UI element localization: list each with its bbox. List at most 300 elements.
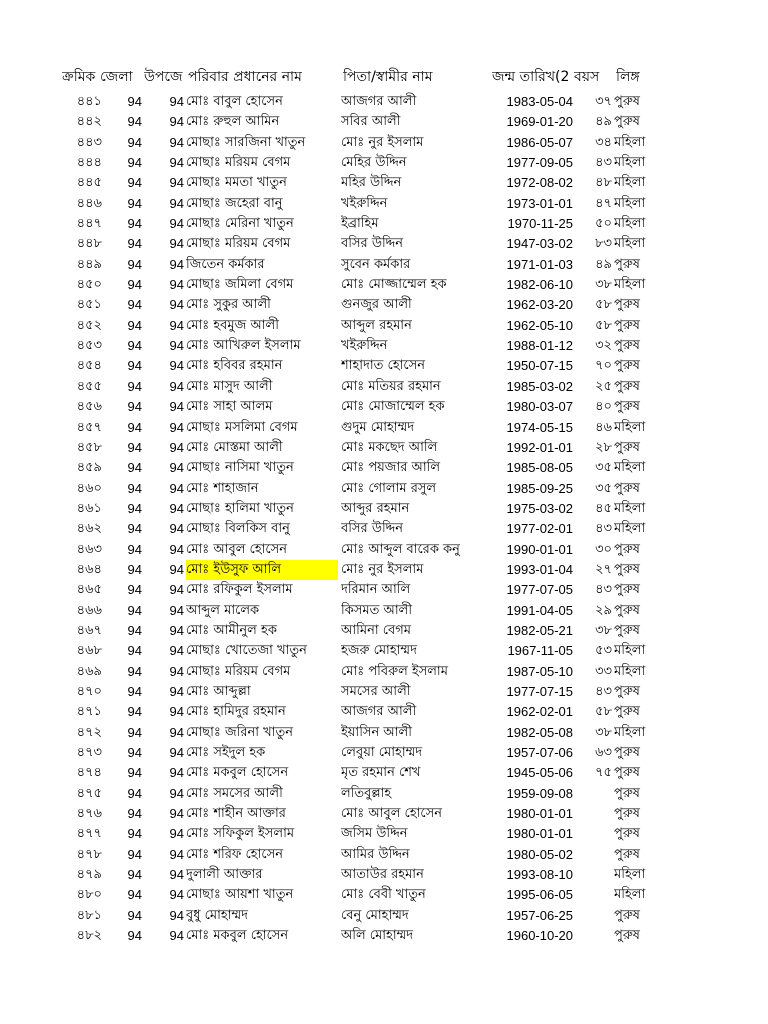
cell-age[interactable]: ৪৩ — [595, 521, 612, 537]
cell-upazila[interactable]: 94 — [169, 867, 184, 883]
cell-upazila[interactable]: 94 — [169, 846, 184, 862]
cell-age[interactable]: ৩৮ — [595, 724, 612, 740]
cell-name[interactable]: মোছাঃ হালিমা খাতুন — [186, 500, 294, 516]
cell-dob[interactable]: 1977-07-05 — [506, 582, 573, 598]
cell-name[interactable]: মোছাঃ মরিয়ম বেগম — [186, 663, 291, 679]
cell-gender[interactable]: মহিলা — [614, 175, 646, 191]
cell-dob[interactable]: 1969-01-20 — [506, 114, 573, 130]
cell-father[interactable]: মোঃ পয়জার আলি — [341, 460, 441, 476]
cell-gender[interactable]: মহিলা — [614, 724, 646, 740]
cell-serial[interactable]: ৪৬১ — [76, 500, 102, 516]
cell-father[interactable]: লেবুয়া মোহাম্মদ — [341, 745, 423, 760]
cell-father[interactable]: মোঃ গোলাম রসুল — [341, 480, 437, 496]
cell-age[interactable]: ৪৫ — [595, 500, 612, 516]
cell-upazila[interactable]: 94 — [169, 806, 184, 822]
cell-name[interactable]: মোছাঃ মরিয়ম বেগম — [186, 155, 291, 171]
cell-district[interactable]: 94 — [127, 521, 142, 537]
cell-dob[interactable]: 1975-03-02 — [506, 500, 573, 516]
cell-gender[interactable]: পুরুষ — [614, 826, 640, 842]
cell-upazila[interactable]: 94 — [169, 724, 184, 740]
cell-district[interactable]: 94 — [127, 317, 142, 333]
cell-gender[interactable]: পুরুষ — [614, 683, 640, 699]
cell-gender[interactable]: পুরুষ — [614, 806, 640, 822]
cell-district[interactable]: 94 — [127, 297, 142, 313]
cell-name[interactable]: মোঃ আবুল হোসেন — [186, 541, 287, 557]
cell-age[interactable]: ৩৫ — [595, 460, 612, 476]
cell-dob[interactable]: 1962-05-10 — [506, 317, 573, 333]
cell-upazila[interactable]: 94 — [169, 114, 184, 130]
cell-name[interactable]: জিতেন কর্মকার — [186, 256, 265, 272]
cell-dob[interactable]: 1986-05-07 — [506, 134, 573, 150]
cell-name[interactable]: মোঃ মাসুদ আলী — [186, 378, 273, 394]
cell-father[interactable]: মোঃ মতিয়র রহমান — [341, 378, 441, 394]
cell-dob[interactable]: 1982-05-21 — [506, 622, 573, 638]
cell-upazila[interactable]: 94 — [169, 745, 184, 760]
cell-father[interactable]: মোঃ বেবী খাতুন — [341, 887, 426, 903]
cell-serial[interactable]: ৪৬৭ — [76, 622, 102, 638]
cell-upazila[interactable]: 94 — [169, 236, 184, 252]
cell-age[interactable]: ৪০ — [595, 399, 612, 415]
cell-gender[interactable]: মহিলা — [614, 134, 646, 150]
cell-name[interactable]: মোঃ রফিকুল ইসলাম — [186, 582, 293, 598]
cell-father[interactable]: আমির উদ্দিন — [341, 846, 410, 862]
cell-gender[interactable]: পুরুষ — [614, 114, 640, 130]
cell-gender[interactable]: পুরুষ — [614, 582, 640, 598]
cell-upazila[interactable]: 94 — [169, 907, 184, 923]
cell-district[interactable]: 94 — [127, 175, 142, 191]
cell-name[interactable]: মোঃ আখিরুল ইসলাম — [186, 338, 301, 354]
cell-gender[interactable]: পুরুষ — [614, 622, 640, 638]
cell-name[interactable]: মোঃ সমসের আলী — [186, 785, 283, 801]
cell-father[interactable]: বেনু মোহাম্মদ — [341, 907, 409, 923]
cell-district[interactable]: 94 — [127, 683, 142, 699]
cell-upazila[interactable]: 94 — [169, 155, 184, 171]
cell-district[interactable]: 94 — [127, 745, 142, 760]
cell-upazila[interactable]: 94 — [169, 94, 184, 109]
cell-upazila[interactable]: 94 — [169, 419, 184, 435]
cell-name[interactable]: মোছাঃ জমিলা বেগম — [186, 277, 294, 293]
cell-dob[interactable]: 1983-05-04 — [506, 94, 573, 109]
cell-district[interactable]: 94 — [127, 114, 142, 130]
cell-gender[interactable]: মহিলা — [614, 155, 646, 171]
cell-name[interactable]: দুলালী আক্তার — [186, 867, 263, 883]
cell-dob[interactable]: 1985-08-05 — [506, 460, 573, 476]
cell-dob[interactable]: 1993-01-04 — [506, 561, 573, 577]
cell-name[interactable]: মোঃ সাহা আলম — [186, 399, 273, 415]
cell-age[interactable]: ৭০ — [595, 358, 612, 374]
cell-gender[interactable]: পুরুষ — [614, 338, 640, 354]
cell-serial[interactable]: ৪৫২ — [76, 317, 102, 333]
cell-dob[interactable]: 1988-01-12 — [506, 338, 573, 354]
header-upazila[interactable]: উপজে — [144, 69, 183, 85]
cell-name[interactable]: বুধু মোহাম্মদ — [186, 907, 248, 923]
cell-dob[interactable]: 1957-07-06 — [506, 745, 573, 760]
cell-name[interactable]: মোঃ মকবুল হোসেন — [186, 765, 289, 781]
cell-upazila[interactable]: 94 — [169, 256, 184, 272]
cell-upazila[interactable]: 94 — [169, 704, 184, 720]
cell-serial[interactable]: ৪৮১ — [76, 907, 102, 923]
cell-gender[interactable]: পুরুষ — [614, 704, 640, 720]
cell-upazila[interactable]: 94 — [169, 622, 184, 638]
cell-district[interactable]: 94 — [127, 561, 142, 577]
cell-upazila[interactable]: 94 — [169, 175, 184, 191]
cell-age[interactable]: ৫৮ — [595, 317, 612, 333]
cell-father[interactable]: জসিম উদ্দিন — [341, 826, 408, 842]
cell-father[interactable]: মোঃ আবুল হোসেন — [341, 806, 442, 822]
cell-serial[interactable]: ৪৮২ — [76, 928, 102, 944]
header-district[interactable]: জেলা — [100, 69, 133, 85]
cell-upazila[interactable]: 94 — [169, 643, 184, 659]
cell-name[interactable]: মোছাঃ আয়শা খাতুন — [186, 887, 294, 903]
cell-dob[interactable]: 1980-01-01 — [506, 806, 573, 822]
cell-district[interactable]: 94 — [127, 277, 142, 293]
cell-serial[interactable]: ৪৪৭ — [76, 216, 102, 232]
cell-gender[interactable]: মহিলা — [614, 419, 646, 435]
cell-serial[interactable]: ৪৭৩ — [76, 745, 102, 760]
cell-gender[interactable]: পুরুষ — [614, 297, 640, 313]
cell-age[interactable]: ২৯ — [595, 602, 612, 618]
cell-age[interactable]: ৩৫ — [595, 480, 612, 496]
cell-age[interactable]: ৩৩ — [595, 663, 612, 679]
cell-name[interactable]: মোছাঃ মমতা খাতুন — [186, 175, 287, 191]
cell-gender[interactable]: পুরুষ — [614, 256, 640, 272]
cell-name[interactable]: মোঃ আব্দুল্লা — [186, 683, 251, 699]
cell-dob[interactable]: 1987-05-10 — [506, 663, 573, 679]
cell-father[interactable]: শাহাদাত হোসেন — [341, 358, 425, 374]
cell-age[interactable]: ২৭ — [595, 561, 612, 577]
cell-name[interactable]: মোঃ আমীনুল হক — [186, 622, 277, 638]
cell-upazila[interactable]: 94 — [169, 460, 184, 476]
cell-serial[interactable]: ৪৫৬ — [76, 399, 102, 415]
cell-district[interactable]: 94 — [127, 134, 142, 150]
cell-dob[interactable]: 1980-05-02 — [506, 846, 573, 862]
cell-upazila[interactable]: 94 — [169, 399, 184, 415]
cell-father[interactable]: গুদুম মোহাম্মদ — [341, 419, 415, 435]
cell-father[interactable]: মোঃ পবিরুল ইসলাম — [341, 663, 448, 679]
cell-district[interactable]: 94 — [127, 704, 142, 720]
cell-serial[interactable]: ৪৫৮ — [76, 439, 102, 455]
cell-gender[interactable]: মহিলা — [614, 277, 646, 293]
cell-serial[interactable]: ৪৫৯ — [76, 460, 102, 476]
cell-gender[interactable]: মহিলা — [614, 195, 646, 211]
cell-serial[interactable]: ৪৬৮ — [76, 643, 102, 659]
cell-district[interactable]: 94 — [127, 582, 142, 598]
cell-district[interactable]: 94 — [127, 460, 142, 476]
cell-serial[interactable]: ৪৬৩ — [76, 541, 102, 557]
cell-serial[interactable]: ৪৪৩ — [76, 134, 102, 150]
cell-upazila[interactable]: 94 — [169, 887, 184, 903]
cell-gender[interactable]: পুরুষ — [614, 928, 640, 944]
cell-upazila[interactable]: 94 — [169, 602, 184, 618]
cell-age[interactable]: ৪৮ — [595, 175, 612, 191]
cell-upazila[interactable]: 94 — [169, 500, 184, 516]
cell-name[interactable]: মোছাঃ মরিয়ম বেগম — [186, 236, 291, 252]
cell-upazila[interactable]: 94 — [169, 785, 184, 801]
cell-upazila[interactable]: 94 — [169, 521, 184, 537]
cell-dob[interactable]: 1993-08-10 — [506, 867, 573, 883]
cell-father[interactable]: মোঃ মোজাম্মেল হক — [341, 399, 445, 415]
cell-dob[interactable]: 1995-06-05 — [506, 887, 573, 903]
cell-dob[interactable]: 1947-03-02 — [506, 236, 573, 252]
cell-serial[interactable]: ৪৫১ — [76, 297, 102, 313]
cell-upazila[interactable]: 94 — [169, 826, 184, 842]
cell-name[interactable]: মোঃ সইদুল হক — [186, 745, 266, 760]
cell-serial[interactable]: ৪৭৯ — [76, 867, 102, 883]
cell-serial[interactable]: ৪৫৩ — [76, 338, 102, 354]
cell-name[interactable]: মোঃ শাহীন আক্তার — [186, 806, 286, 822]
cell-serial[interactable]: ৪৪১ — [76, 94, 102, 109]
cell-father[interactable]: বসির উদ্দিন — [341, 521, 404, 537]
header-serial[interactable]: ক্রমিক — [62, 69, 96, 85]
cell-upazila[interactable]: 94 — [169, 358, 184, 374]
cell-gender[interactable]: পুরুষ — [614, 907, 640, 923]
cell-upazila[interactable]: 94 — [169, 277, 184, 293]
cell-serial[interactable]: ৪৪৬ — [76, 195, 102, 211]
cell-upazila[interactable]: 94 — [169, 561, 184, 577]
cell-district[interactable]: 94 — [127, 216, 142, 232]
cell-name[interactable]: মোঃ সুকুর আলী — [186, 297, 271, 313]
cell-father[interactable]: সবির আলী — [341, 114, 401, 130]
cell-age[interactable]: ২৮ — [595, 439, 612, 455]
cell-gender[interactable]: পুরুষ — [614, 561, 640, 577]
cell-upazila[interactable]: 94 — [169, 928, 184, 944]
cell-serial[interactable]: ৪৭১ — [76, 704, 102, 720]
cell-district[interactable]: 94 — [127, 439, 142, 455]
cell-serial[interactable]: ৪৬০ — [76, 480, 102, 496]
cell-dob[interactable]: 1973-01-01 — [506, 195, 573, 211]
cell-father[interactable]: খইরুদ্দিন — [341, 195, 388, 211]
cell-district[interactable]: 94 — [127, 846, 142, 862]
cell-dob[interactable]: 1992-01-01 — [506, 439, 573, 455]
cell-district[interactable]: 94 — [127, 378, 142, 394]
cell-name[interactable]: মোঃ হবিবর রহমান — [186, 358, 283, 374]
cell-gender[interactable]: পুরুষ — [614, 378, 640, 394]
cell-district[interactable]: 94 — [127, 602, 142, 618]
cell-age[interactable]: ২৫ — [595, 378, 612, 394]
cell-father[interactable]: খইরুদ্দিন — [341, 338, 388, 354]
cell-age[interactable]: ৩৮ — [595, 622, 612, 638]
cell-dob[interactable]: 1982-05-08 — [506, 724, 573, 740]
cell-dob[interactable]: 1980-01-01 — [506, 826, 573, 842]
cell-name[interactable]: মোঃ শাহাজান — [186, 480, 259, 496]
cell-father[interactable]: সুবেন কর্মকার — [341, 256, 411, 272]
cell-gender[interactable]: পুরুষ — [614, 785, 640, 801]
cell-upazila[interactable]: 94 — [169, 439, 184, 455]
cell-district[interactable]: 94 — [127, 94, 142, 109]
header-gender[interactable]: লিঙ্গ — [616, 69, 640, 85]
cell-age[interactable]: ৫০ — [595, 216, 612, 232]
cell-father[interactable]: আজগর আলী — [341, 704, 417, 720]
cell-district[interactable]: 94 — [127, 419, 142, 435]
cell-upazila[interactable]: 94 — [169, 663, 184, 679]
cell-dob[interactable]: 1982-06-10 — [506, 277, 573, 293]
cell-gender[interactable]: মহিলা — [614, 663, 646, 679]
cell-age[interactable]: ৪৯ — [595, 256, 612, 272]
cell-district[interactable]: 94 — [127, 541, 142, 557]
cell-upazila[interactable]: 94 — [169, 338, 184, 354]
cell-name[interactable]: মোঃ বাবুল হোসেন — [186, 94, 283, 109]
cell-name[interactable]: আব্দুল মালেক — [186, 602, 260, 618]
cell-father[interactable]: মহির উদ্দিন — [341, 175, 402, 191]
cell-gender[interactable]: পুরুষ — [614, 745, 640, 760]
cell-dob[interactable]: 1957-06-25 — [506, 907, 573, 923]
cell-gender[interactable]: মহিলা — [614, 867, 646, 883]
cell-gender[interactable]: পুরুষ — [614, 602, 640, 618]
cell-gender[interactable]: মহিলা — [614, 521, 646, 537]
cell-district[interactable]: 94 — [127, 622, 142, 638]
cell-dob[interactable]: 1980-03-07 — [506, 399, 573, 415]
cell-gender[interactable]: পুরুষ — [614, 765, 640, 781]
cell-upazila[interactable]: 94 — [169, 683, 184, 699]
cell-age[interactable]: ৪৩ — [595, 582, 612, 598]
cell-name[interactable]: মোঃ হবমুজ আলী — [186, 317, 279, 333]
cell-dob[interactable]: 1990-01-01 — [506, 541, 573, 557]
cell-dob[interactable]: 1950-07-15 — [506, 358, 573, 374]
cell-age[interactable]: ৫৮ — [595, 704, 612, 720]
cell-father[interactable]: আমিনা বেগম — [341, 622, 412, 638]
cell-upazila[interactable]: 94 — [169, 134, 184, 150]
cell-dob[interactable]: 1970-11-25 — [507, 216, 573, 232]
cell-gender[interactable]: মহিলা — [614, 216, 646, 232]
cell-age[interactable]: ৪৬ — [595, 419, 612, 435]
cell-age[interactable]: ৬৩ — [595, 745, 612, 760]
cell-serial[interactable]: ৪৪৪ — [76, 155, 102, 171]
cell-district[interactable]: 94 — [127, 826, 142, 842]
cell-age[interactable]: ৩৭ — [595, 94, 612, 109]
cell-district[interactable]: 94 — [127, 867, 142, 883]
cell-dob[interactable]: 1945-05-06 — [506, 765, 573, 781]
cell-dob[interactable]: 1962-02-01 — [506, 704, 573, 720]
cell-father[interactable]: মোঃ নুর ইসলাম — [341, 134, 424, 150]
cell-upazila[interactable]: 94 — [169, 216, 184, 232]
cell-serial[interactable]: ৪৬৬ — [76, 602, 102, 618]
cell-father[interactable]: অলি মোহাম্মদ — [341, 928, 414, 944]
cell-father[interactable]: আজগর আলী — [341, 94, 417, 109]
cell-district[interactable]: 94 — [127, 907, 142, 923]
cell-serial[interactable]: ৪৫৫ — [76, 378, 102, 394]
cell-father[interactable]: ইয়াসিন আলী — [341, 724, 412, 740]
cell-age[interactable]: ৩৮ — [595, 277, 612, 293]
cell-upazila[interactable]: 94 — [169, 378, 184, 394]
cell-name[interactable]: মোঃ মকবুল হোসেন — [186, 928, 289, 944]
cell-age[interactable]: ৪৭ — [595, 195, 612, 211]
cell-gender[interactable]: মহিলা — [614, 460, 646, 476]
cell-age[interactable]: ৪৯ — [595, 114, 612, 130]
cell-dob[interactable]: 1972-08-02 — [506, 175, 573, 191]
cell-serial[interactable]: ৪৭০ — [76, 683, 102, 699]
cell-serial[interactable]: ৪৭৪ — [76, 765, 102, 781]
cell-dob[interactable]: 1977-07-15 — [506, 683, 573, 699]
cell-district[interactable]: 94 — [127, 928, 142, 944]
cell-serial[interactable]: ৪৪৯ — [76, 256, 102, 272]
cell-age[interactable]: ৮৩ — [595, 236, 612, 252]
cell-serial[interactable]: ৪৭২ — [76, 724, 102, 740]
cell-father[interactable]: মোঃ নুর ইসলাম — [341, 561, 424, 577]
cell-name[interactable]: মোছাঃ জহেরা বানু — [186, 195, 283, 211]
cell-serial[interactable]: ৪৫৭ — [76, 419, 102, 435]
cell-district[interactable]: 94 — [127, 806, 142, 822]
cell-gender[interactable]: মহিলা — [614, 643, 646, 659]
cell-name[interactable]: মোছাঃ মেরিনা খাতুন — [186, 216, 294, 232]
cell-father[interactable]: মোঃ আব্দুল বারেক কনু — [341, 541, 460, 557]
cell-dob[interactable]: 1962-03-20 — [506, 297, 573, 313]
cell-dob[interactable]: 1985-03-02 — [506, 378, 573, 394]
header-name[interactable]: পরিবার প্রধানের নাম — [188, 69, 302, 85]
cell-upazila[interactable]: 94 — [169, 582, 184, 598]
cell-dob[interactable]: 1967-11-05 — [507, 643, 573, 659]
cell-name[interactable]: মোছাঃ বিলকিস বানু — [186, 521, 290, 537]
cell-upazila[interactable]: 94 — [169, 195, 184, 211]
cell-district[interactable]: 94 — [127, 887, 142, 903]
cell-age[interactable]: ৩৪ — [595, 134, 612, 150]
cell-father[interactable]: হজরু মোহাম্মদ — [341, 643, 417, 659]
cell-name[interactable]: মোঃ মোস্তমা আলী — [186, 439, 283, 455]
cell-age[interactable]: ৩২ — [595, 338, 612, 354]
cell-gender[interactable]: পুরুষ — [614, 480, 640, 496]
cell-dob[interactable]: 1977-02-01 — [506, 521, 573, 537]
cell-serial[interactable]: ৪৪২ — [76, 114, 102, 130]
cell-father[interactable]: কিসমত আলী — [341, 602, 413, 618]
header-dob[interactable]: জন্ম তারিখ(2 — [492, 69, 570, 85]
cell-district[interactable]: 94 — [127, 765, 142, 781]
cell-name[interactable]: মোঃ শরিফ হোসেন — [186, 846, 283, 862]
cell-father[interactable]: আতাউর রহমান — [341, 867, 424, 883]
cell-district[interactable]: 94 — [127, 155, 142, 171]
cell-name[interactable]: মোছাঃ নাসিমা খাতুন — [186, 460, 294, 476]
cell-upazila[interactable]: 94 — [169, 480, 184, 496]
cell-father[interactable]: আব্দুল রহমান — [341, 317, 412, 333]
cell-district[interactable]: 94 — [127, 236, 142, 252]
cell-dob[interactable]: 1974-05-15 — [506, 419, 573, 435]
cell-name[interactable]: মোঃ রুহুল আমিন — [186, 114, 280, 130]
cell-gender[interactable]: মহিলা — [614, 236, 646, 252]
header-age[interactable]: বয়স — [574, 69, 600, 85]
cell-name[interactable]: মোছাঃ জরিনা খাতুন — [186, 724, 293, 740]
cell-gender[interactable]: পুরুষ — [614, 846, 640, 862]
cell-father[interactable]: সমসের আলী — [341, 683, 411, 699]
cell-dob[interactable]: 1977-09-05 — [506, 155, 573, 171]
cell-dob[interactable]: 1985-09-25 — [506, 480, 573, 496]
cell-name[interactable]: মোঃ ইউসুফ আলি — [186, 560, 338, 580]
cell-dob[interactable]: 1991-04-05 — [506, 602, 573, 618]
cell-father[interactable]: দরিমান আলি — [341, 582, 411, 598]
cell-father[interactable]: মোঃ মকছেদ আলি — [341, 439, 438, 455]
cell-father[interactable]: ইব্রাহিম — [341, 216, 379, 232]
cell-name[interactable]: মোঃ সফিকুল ইসলাম — [186, 826, 295, 842]
cell-serial[interactable]: ৪৫০ — [76, 277, 102, 293]
cell-district[interactable]: 94 — [127, 338, 142, 354]
cell-serial[interactable]: ৪৬২ — [76, 521, 102, 537]
cell-district[interactable]: 94 — [127, 663, 142, 679]
cell-serial[interactable]: ৪৫৪ — [76, 358, 102, 374]
cell-serial[interactable]: ৪৬৪ — [76, 561, 102, 577]
cell-gender[interactable]: পুরুষ — [614, 541, 640, 557]
cell-district[interactable]: 94 — [127, 500, 142, 516]
cell-gender[interactable]: পুরুষ — [614, 399, 640, 415]
cell-district[interactable]: 94 — [127, 399, 142, 415]
cell-age[interactable]: ৫৮ — [595, 297, 612, 313]
cell-district[interactable]: 94 — [127, 724, 142, 740]
cell-name[interactable]: মোছাঃ খোতেজা খাতুন — [186, 643, 307, 659]
cell-district[interactable]: 94 — [127, 643, 142, 659]
cell-upazila[interactable]: 94 — [169, 765, 184, 781]
cell-father[interactable]: বসির উদ্দিন — [341, 236, 404, 252]
cell-dob[interactable]: 1959-09-08 — [506, 785, 573, 801]
cell-serial[interactable]: ৪৭৮ — [76, 846, 102, 862]
cell-district[interactable]: 94 — [127, 195, 142, 211]
cell-serial[interactable]: ৪৬৫ — [76, 582, 102, 598]
cell-district[interactable]: 94 — [127, 358, 142, 374]
